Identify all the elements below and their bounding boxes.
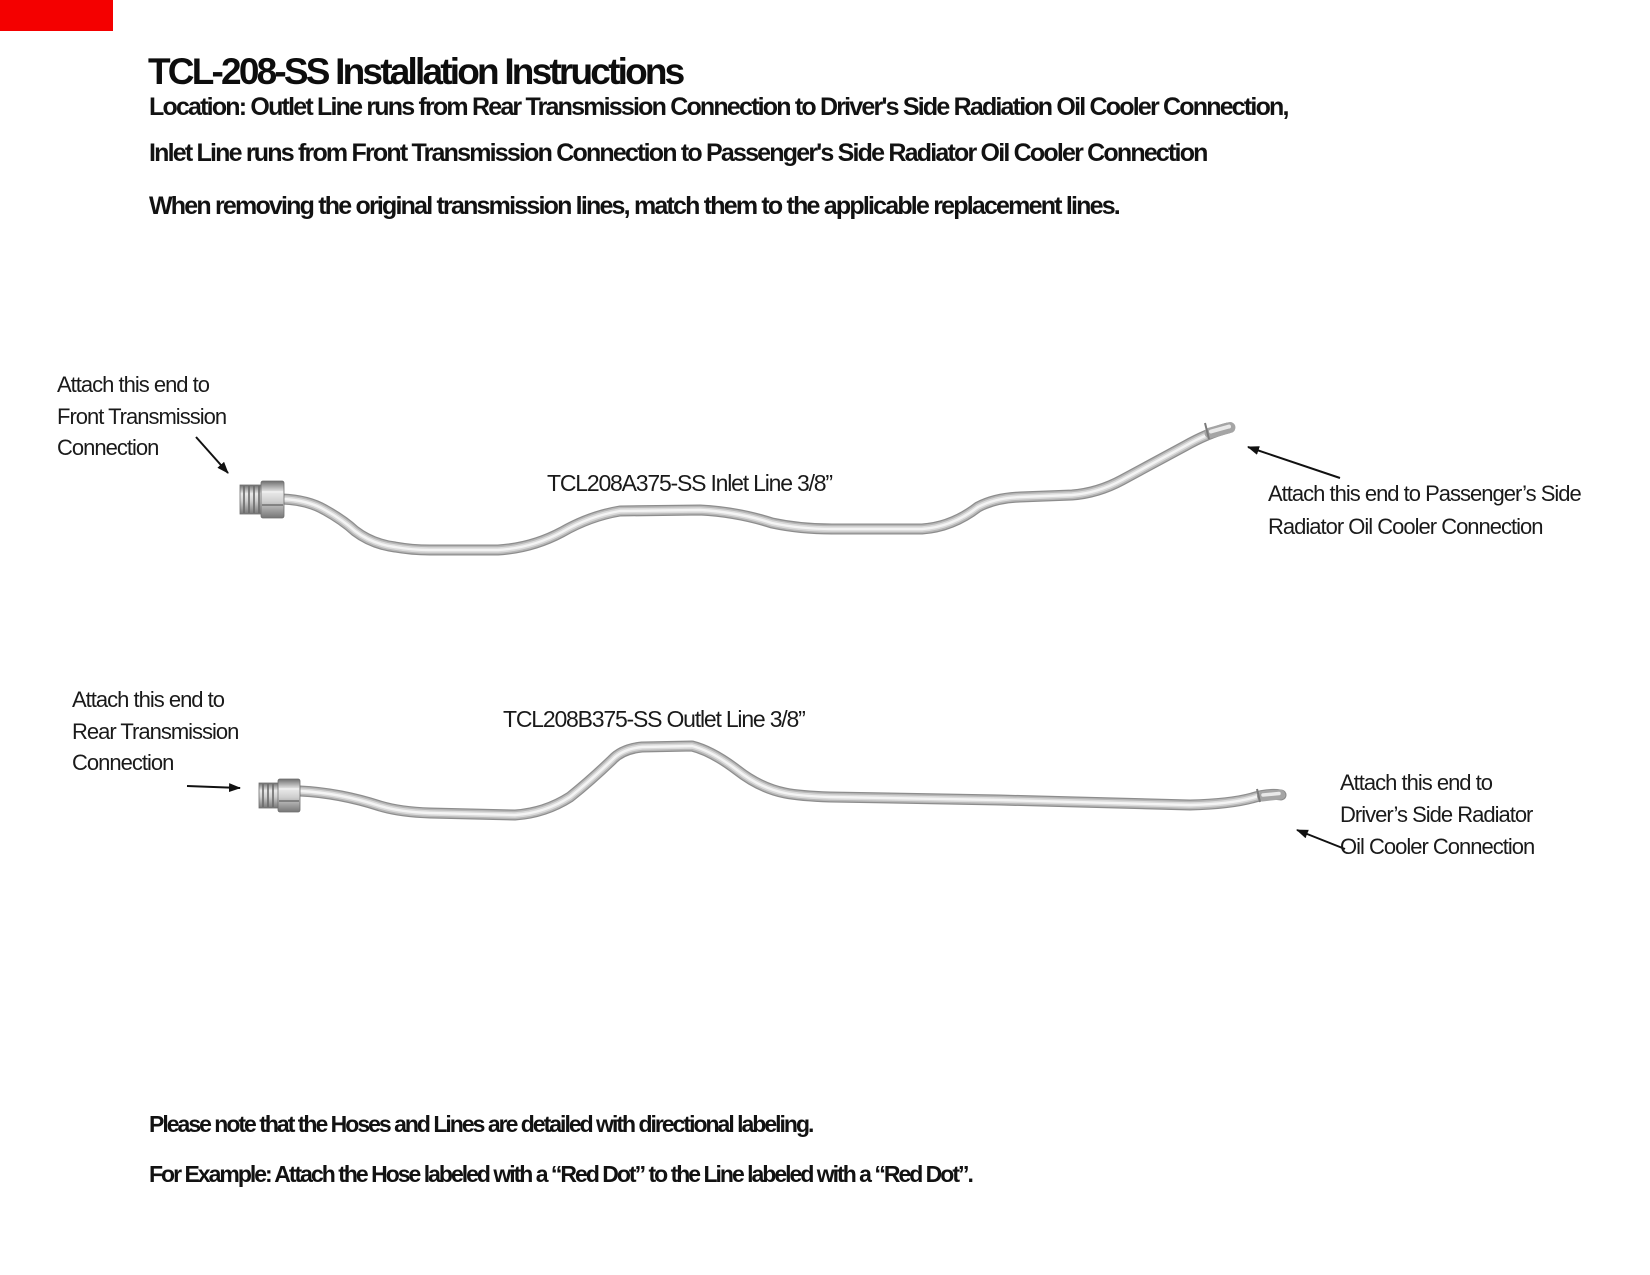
annotation-driver-radiator xyxy=(1340,767,1534,863)
location-line-1: Location: Outlet Line runs from Rear Transmission Connection to Driver's Side Radiation Oil Cooler Connection, xyxy=(149,93,1288,121)
outlet-fitting xyxy=(259,779,300,812)
annotation-line: Rear Transmission xyxy=(72,718,239,744)
annotation-line: Connection xyxy=(72,750,174,775)
location-line-2: Inlet Line runs from Front Transmission Connection to Passenger's Side Radiator Oil Cooler Connection xyxy=(149,139,1207,167)
annotation-front-transmission xyxy=(57,369,226,464)
outlet-line-tube xyxy=(259,746,1281,815)
annotation-passenger-radiator xyxy=(1268,477,1581,543)
outlet-line-label: TCL208B375-SS Outlet Line 3/8” xyxy=(503,706,805,732)
arrow-rear-transmission xyxy=(187,786,240,788)
annotation-line: Attach this end to xyxy=(1340,770,1492,795)
annotation-line: Attach this end to xyxy=(57,372,209,397)
annotation-rear-transmission xyxy=(72,684,238,779)
annotation-line: Connection xyxy=(57,435,159,460)
annotation-line: Attach this end to Passenger’s Side xyxy=(1268,481,1581,506)
inlet-fitting xyxy=(240,481,284,518)
annotation-line: Radiator Oil Cooler Connection xyxy=(1268,514,1543,539)
directional-labeling-note: Please note that the Hoses and Lines are detailed with directional labeling. xyxy=(149,1111,813,1137)
arrow-driver-radiator xyxy=(1297,830,1345,849)
annotation-line: Front Transmission xyxy=(57,403,227,429)
annotation-line: Driver’s Side Radiator xyxy=(1340,802,1533,827)
removal-note: When removing the original transmission lines, match them to the applicable replacement lines. xyxy=(149,192,1119,220)
inlet-line-label: TCL208A375-SS Inlet Line 3/8” xyxy=(547,470,832,496)
red-dot-example-note: For Example: Attach the Hose labeled with a “Red Dot” to the Line labeled with a “Red Dot”. xyxy=(149,1161,972,1187)
annotation-line: Oil Cooler Connection xyxy=(1340,834,1535,859)
arrow-passenger-radiator xyxy=(1248,447,1340,478)
page-title: TCL-208-SS Installation Instructions xyxy=(148,51,683,92)
annotation-line: Attach this end to xyxy=(72,687,224,712)
